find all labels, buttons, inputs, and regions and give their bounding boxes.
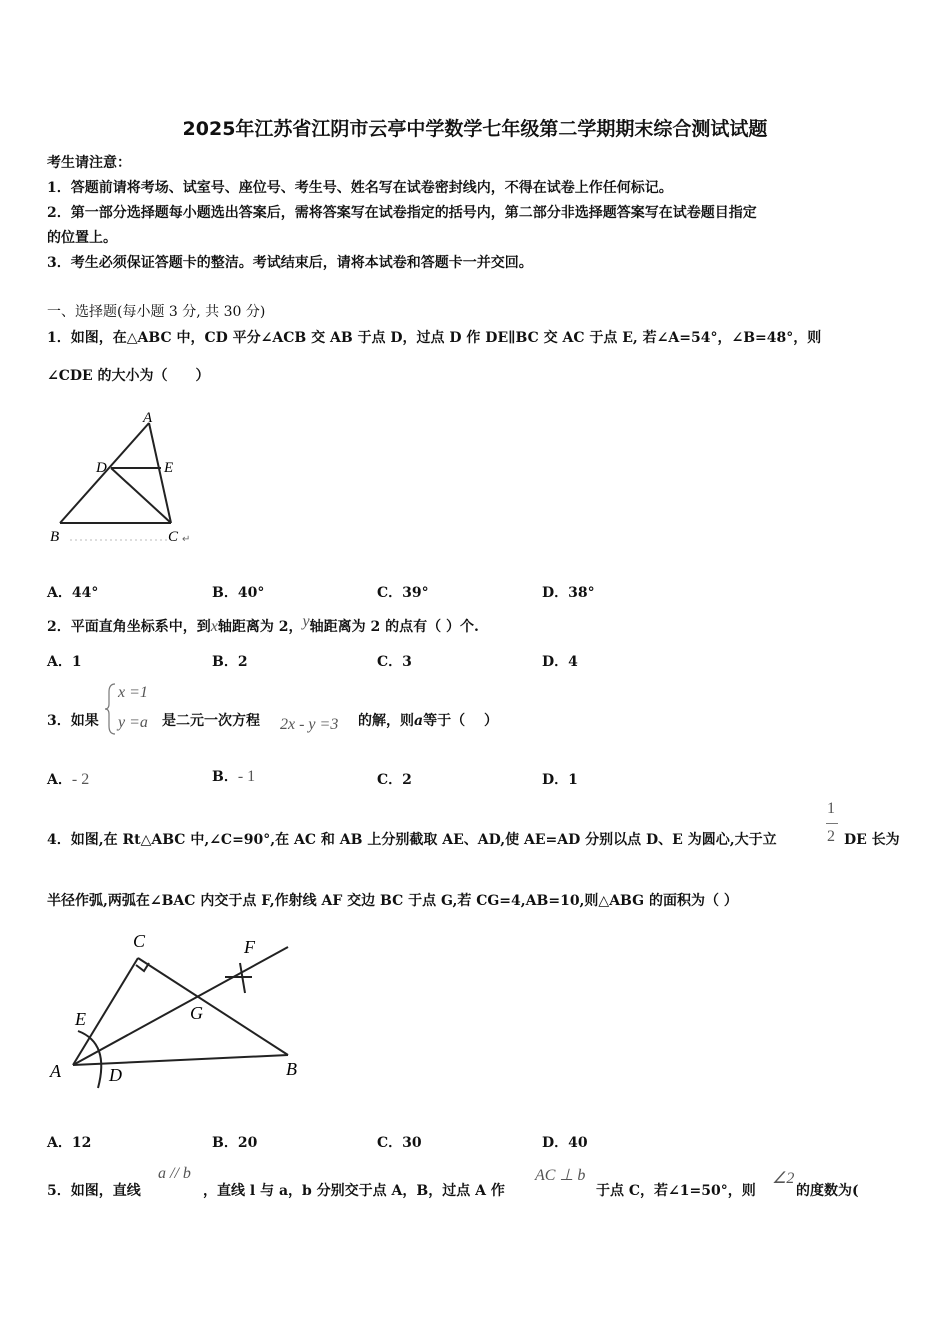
fig4-label-c: C [133, 931, 146, 951]
question-1-text-2: ∠CDE 的大小为（ ） [47, 368, 210, 384]
question-4-text-2: 半径作弧,两弧在∠BAC 内交于点 F,作射线 AF 交边 BC 于点 G,若 CG=4,AB=10,则△ABG 的面积为（ ） [47, 893, 738, 909]
fig1-label-d: D [96, 460, 107, 476]
fig1-label-e: E [164, 460, 174, 476]
question-3-label: 3．如果 [47, 713, 99, 729]
question-3-text-2 [358, 710, 498, 730]
q2-option-a: A．1 [47, 654, 82, 670]
option-value: 2 [402, 772, 412, 788]
fig4-label-g: G [190, 1003, 203, 1023]
question-5-text-2: 于点 C，若∠1=50°，则 [596, 1183, 756, 1199]
fig1-label-c: C [168, 529, 179, 545]
notice-item: 1．答题前请将考场、试室号、座位号、考生号、姓名写在试卷密封线内，不得在试卷上作任何标记。 [47, 180, 673, 196]
q2-part: 轴距离为 2， [217, 619, 303, 635]
question-4-text-end: DE 长为 [844, 832, 900, 848]
option-label: D． [542, 772, 569, 788]
option-value: 1 [568, 772, 578, 788]
question-5-text-3: 的度数为( [796, 1183, 859, 1199]
question-4-figure [40, 925, 310, 1090]
notice-item: 3．考生必须保证答题卡的整洁。考试结束后，请将本试卷和答题卡一并交回。 [47, 255, 533, 271]
q3-part: 的解，则 [358, 713, 414, 729]
q3-option-a [47, 769, 89, 789]
q4-option-c: C．30 [377, 1135, 422, 1151]
option-label: B． [212, 769, 238, 785]
fig4-label-e: E [75, 1009, 86, 1029]
q3-a-symbol: a [414, 713, 424, 729]
q5-parallel-expr: a // b [158, 1165, 191, 1182]
fraction-numerator: 1 [827, 800, 835, 817]
q3-equation: 2x - y =3 [280, 716, 339, 733]
notice-item: 2．第一部分选择题每小题选出答案后，需将答案写在试卷指定的括号内，第二部分非选择题答案写在试卷题目指定 [47, 205, 757, 221]
fig4-label-f: F [244, 937, 255, 957]
q1-option-a: A．44° [47, 585, 99, 601]
q4-option-a: A．12 [47, 1135, 92, 1151]
q3-system-line-2: y =a [118, 714, 148, 731]
q5-angle-expr: ∠2 [772, 1170, 795, 1187]
q1-option-c: C．39° [377, 585, 429, 601]
fig1-label-a: A [143, 410, 153, 426]
notice-item: 的位置上。 [47, 230, 117, 246]
brace-icon [104, 682, 118, 736]
q2-y-symbol: y [302, 613, 310, 630]
question-1-text: 1．如图，在△ABC 中，CD 平分∠ACB 交 AB 于点 D，过点 D 作 DE∥BC 交 AC 于点 E, 若∠A=54°，∠B=48°，则 [47, 330, 822, 346]
question-1-figure [40, 400, 210, 550]
option-value: - 1 [237, 768, 256, 785]
q2-option-b: B．2 [212, 654, 248, 670]
page-title: 2025年江苏省江阴市云亭中学数学七年级第二学期期末综合测试试题 [182, 118, 768, 140]
q4-option-b: B．20 [212, 1135, 258, 1151]
question-4-text: 4．如图,在 Rt△ABC 中,∠C=90°,在 AC 和 AB 上分别截取 AE、AD,使 AE=AD 分别以点 D、E 为圆心,大于立 [47, 832, 777, 848]
question-5-label: 5．如图，直线 [47, 1183, 141, 1199]
q3-part: 是二元一次方程 [162, 713, 260, 729]
q2-x-symbol: x [210, 618, 218, 635]
q2-part: 2．平面直角坐标系中，到 [47, 619, 211, 635]
q3-part: 等于（ ） [423, 713, 498, 729]
question-3-text [162, 710, 260, 730]
q3-option-c [377, 769, 412, 789]
fig4-label-a: A [50, 1061, 61, 1081]
q4-option-d: D．40 [542, 1135, 588, 1151]
section-heading: 一、选择题(每小题 3 分, 共 30 分) [47, 304, 266, 320]
fig4-label-d: D [109, 1065, 122, 1085]
option-label: A． [47, 772, 72, 788]
notice-heading: 考生请注意： [47, 155, 131, 171]
q3-system-line-1: x =1 [118, 684, 148, 701]
q3-option-d [542, 769, 578, 789]
q3-option-b [212, 766, 255, 786]
q2-option-d: D．4 [542, 654, 578, 670]
q5-perp-expr: AC ⊥ b [535, 1167, 586, 1184]
q2-option-c: C．3 [377, 654, 412, 670]
question-2-text [47, 613, 479, 636]
fraction-denominator: 2 [827, 828, 835, 845]
option-label: C． [377, 772, 403, 788]
q1-option-d: D．38° [542, 585, 595, 601]
fraction-bar [826, 823, 838, 824]
fig1-label-b: B [50, 529, 60, 545]
question-5-text: ，直线 l 与 a，b 分别交于点 A，B，过点 A 作 [203, 1183, 505, 1199]
option-value: - 2 [71, 771, 90, 788]
fig4-label-b: B [286, 1059, 297, 1079]
q2-part: 轴距离为 2 的点有（ ）个. [309, 619, 479, 635]
return-mark: ↵ [182, 534, 191, 545]
q1-option-b: B．40° [212, 585, 265, 601]
